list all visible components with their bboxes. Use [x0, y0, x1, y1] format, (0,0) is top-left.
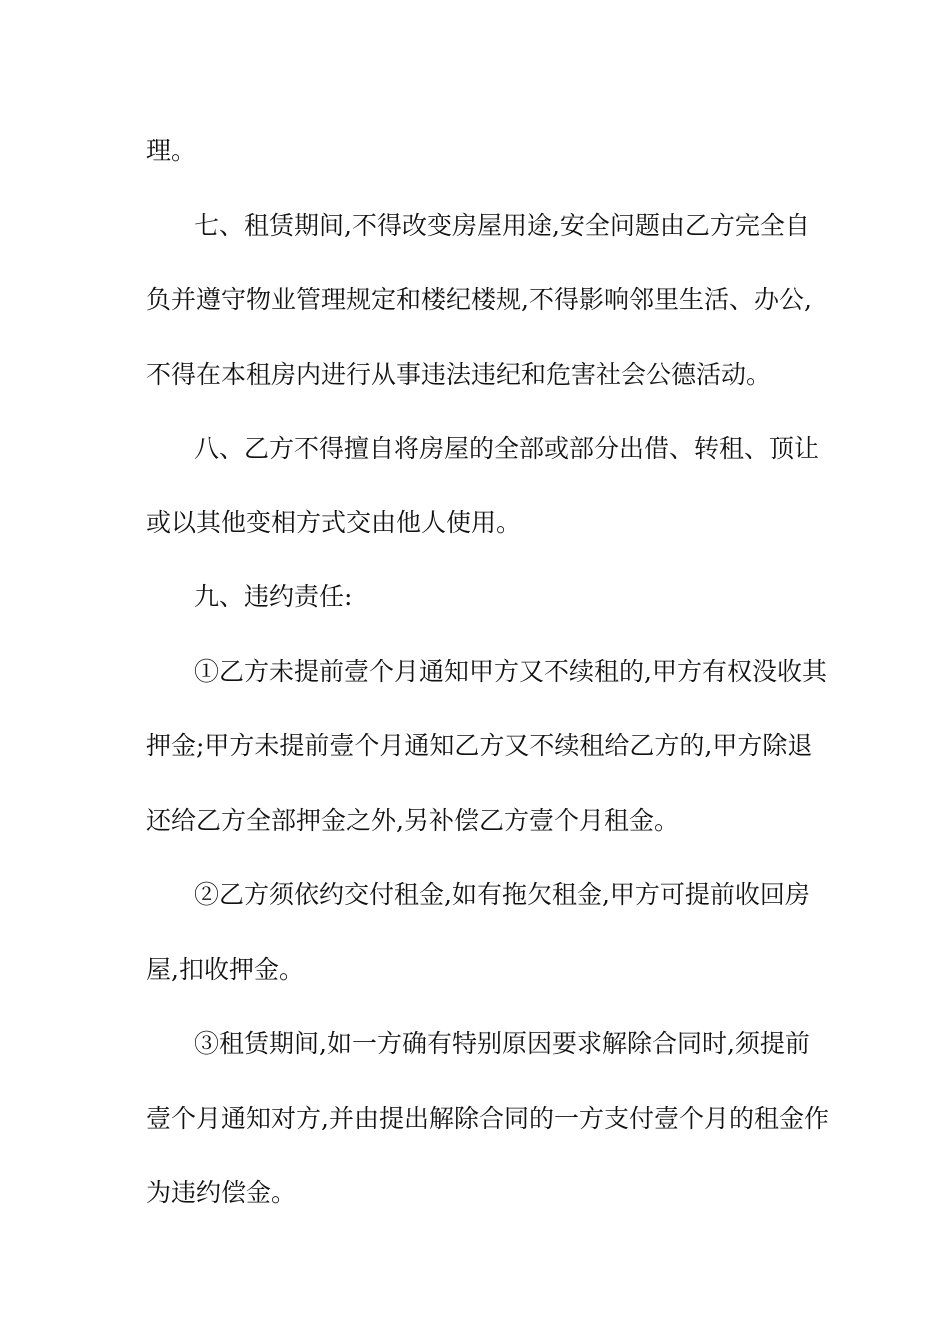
clause-9-item-3-line-1: ③租赁期间,如一方确有特别原因要求解除合同时,须提前	[194, 1029, 810, 1058]
clause-7-line-3: 不得在本租房内进行从事违法违纪和危害社会公德活动。	[146, 360, 772, 389]
clause-7-line-1: 七、租赁期间,不得改变房屋用途,安全问题由乙方完全自	[194, 211, 810, 240]
clause-9-item-2-line-2: 屋,扣收押金。	[146, 955, 304, 984]
clause-9-item-3-line-3: 为违约偿金。	[146, 1178, 297, 1207]
clause-8-line-1: 八、乙方不得擅自将房屋的全部或部分出借、转租、顶让	[194, 434, 820, 463]
clause-9-item-2-line-1: ②乙方须依约交付租金,如有拖欠租金,甲方可提前收回房	[194, 880, 810, 909]
clause-9-item-1-line-1: ①乙方未提前壹个月通知甲方又不续租的,甲方有权没收其	[194, 657, 827, 686]
clause-7-line-2: 负并遵守物业管理规定和楼纪楼规,不得影响邻里生活、办公,	[146, 285, 812, 314]
clause-9-item-1-line-2: 押金;甲方未提前壹个月通知乙方又不续租给乙方的,甲方除退	[146, 731, 813, 760]
text-line-1: 理。	[146, 136, 197, 165]
clause-9-item-1-line-3: 还给乙方全部押金之外,另补偿乙方壹个月租金。	[146, 806, 679, 835]
clause-9-heading: 九、违约责任:	[194, 582, 353, 611]
clause-8-line-2: 或以其他变相方式交由他人使用。	[146, 508, 522, 537]
clause-9-item-3-line-2: 壹个月通知对方,并由提出解除合同的一方支付壹个月的租金作	[146, 1104, 829, 1133]
